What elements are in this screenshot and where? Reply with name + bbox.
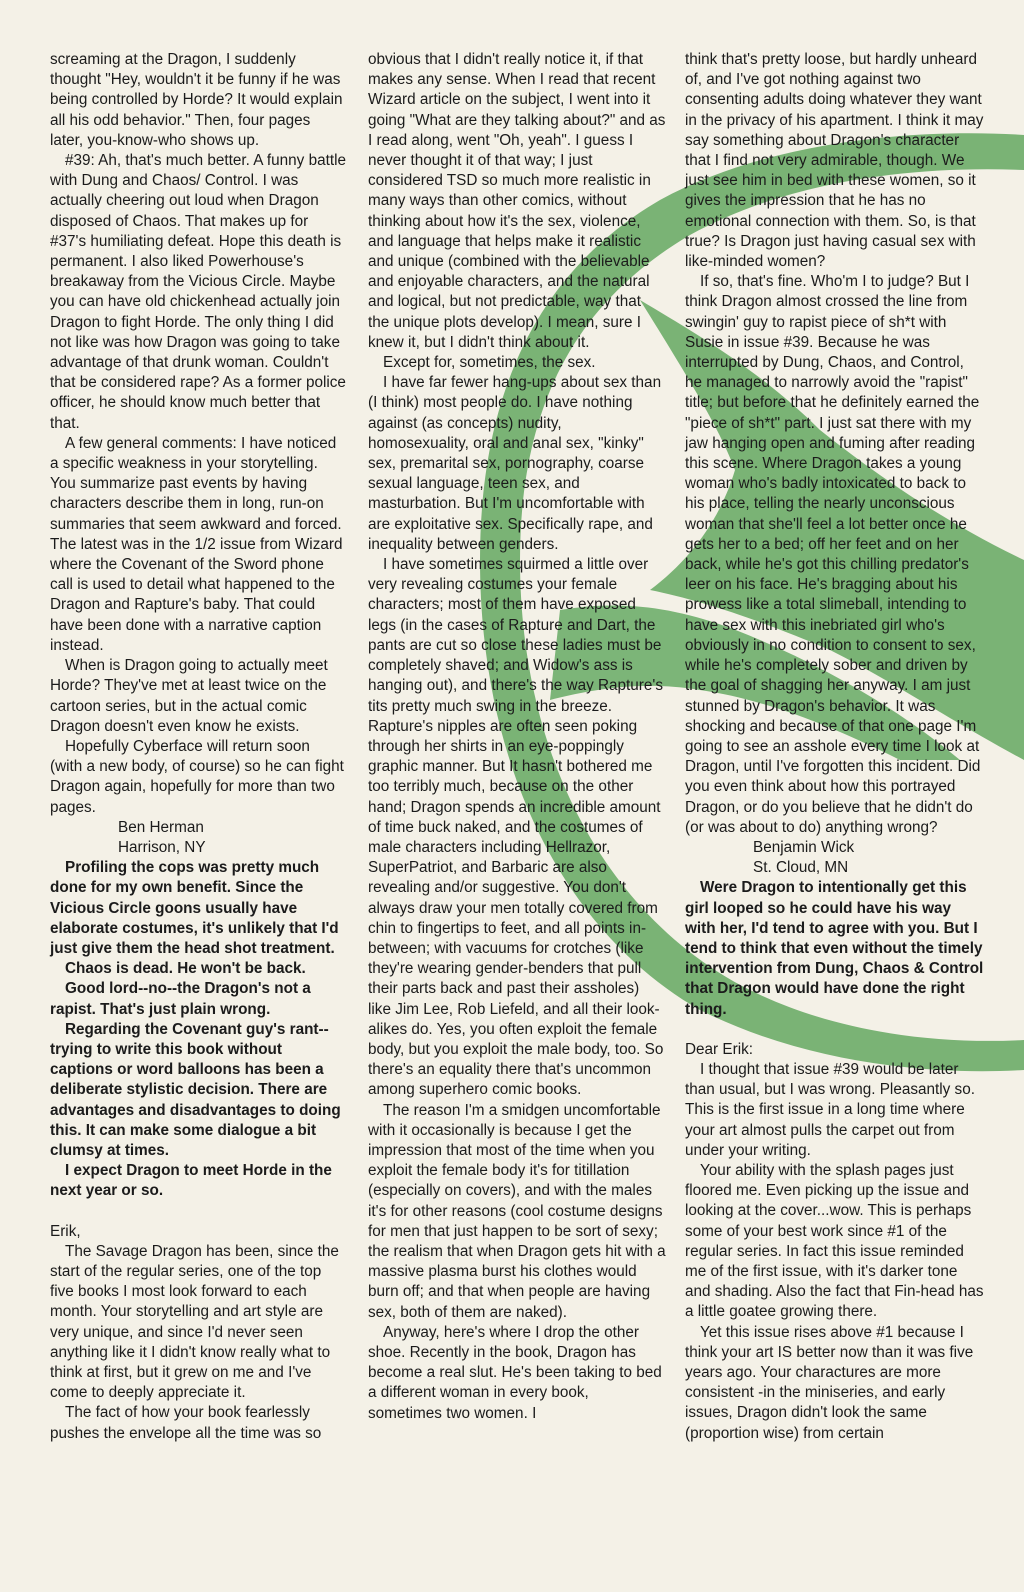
letter-paragraph: The fact of how your book fearlessly pushes the envelope all the time was so (50, 1404, 322, 1442)
signature-place: Harrison, NY (118, 838, 206, 856)
spacer (685, 1020, 985, 1040)
signature-place: St. Cloud, MN (753, 859, 849, 877)
letter-paragraph: Your ability with the splash pages just floored me. Even picking up the issue and looking at the cover...wow. This is perhaps some of your best work since #1 of the regular series. In fact this issue reminded me of the first issue, with it's darker tone and shading. Also the fact that Fin-head has a little goatee growing there. (685, 1161, 984, 1321)
letter-paragraph: I have sometimes squirmed a little over very revealing costumes your female characters; most of them have exposed legs (in the cases of Rapture and Dart, the pants are cut so close these ladies must be completely shaved; and Widow's ass is hanging out), and there's the way Rapture's tits pretty much swing in the breeze. Rapture's nipples are often seen poking through her shirts in an eye-poppingly graphic manner. But It hasn't bothered me too terribly much, because on the other hand; Dragon spends an incredible amount of time buck naked, and the costumes of male characters including Hellrazor, SuperPatriot, and Barbaric are also revealing and/or suggestive. You don't always draw your men totally covered from chin to fingertips to feet, and all points in-between; with vacuums for crotches (like they're wearing gender-benders that pull their parts back and past their assholes) like Jim Lee, Rob Liefeld, and all their look-alikes do. Yes, you often exploit the female body, but you exploit the male body, too. So there's an equality there that's uncommon among superhero comic books. (368, 556, 664, 1099)
letter-paragraph: Anyway, here's where I drop the other shoe. Recently in the book, Dragon has become a real slut. He's been taking to bed a different woman in every book, sometimes two women. I (368, 1323, 662, 1422)
editor-reply: I expect Dragon to meet Horde in the next year or so. (50, 1162, 332, 1200)
letter-paragraph: Except for, sometimes, the sex. (383, 354, 596, 372)
editor-reply: Good lord--no--the Dragon's not a rapist. That's just plain wrong. (50, 980, 311, 1018)
letter-paragraph: think that's pretty loose, but hardly unheard of, and I've got nothing against two consenting adults doing whatever they want in the privacy of his apartment. I think it may say something about Dragon's character that I find not very admirable, though. We just see him in bed with these women, so it gives the impression that he has no emotional connection with them. So, is that true? Is Dragon just having casual sex with like-minded women? (685, 51, 984, 271)
spacer (50, 1202, 346, 1222)
letter-paragraph: When is Dragon going to actually meet Horde? They've met at least twice on the cartoon series, but in the actual comic Dragon doesn't even know he exists. (50, 657, 328, 735)
letter-paragraph: The Savage Dragon has been, since the start of the regular series, one of the top five books I most look forward to each month. Your storytelling and art style are very unique, and since I'd never seen anything like it I didn't know really what to think at first, but it grew on me and I've come to deeply appreciate it. (50, 1242, 339, 1402)
letter-paragraph: Yet this issue rises above #1 because I think your art IS better now than it was five years ago. Your charactures are more consistent -in the miniseries, and early issues, Dragon didn't look the same (proportion wise) from certain (685, 1323, 974, 1442)
editor-reply: Profiling the cops was pretty much done for my own benefit. Since the Vicious Circle goons usually have elaborate costumes, it's unlikely that I'd just give them the head shot treatment. (50, 859, 339, 957)
editor-reply: Were Dragon to intentionally get this girl looped so he could have his way with her, I'd tend to agree with you. But I tend to think that even without the timely intervention from Dung, Chaos & Control that Dragon would have done the right thing. (685, 879, 984, 1018)
letter-paragraph: #39: Ah, that's much better. A funny battle with Dung and Chaos/ Control. I was actually cheering out loud when Dragon disposed of Chaos. That makes up for #37's humiliating defeat. Hope this death is permanent. I also liked Powerhouse's breakaway from the Vicious Circle. Maybe you can have old chickenhead actually join Dragon to fight Horde. The only thing I did not like was how Dragon was going to take advantage of that drunk woman. Couldn't that be considered rape? As a former police officer, he should know much better that that. (50, 152, 347, 432)
signature-name: Benjamin Wick (753, 838, 855, 856)
letter-salutation: Dear Erik: (685, 1040, 753, 1058)
letters-column-2 (368, 50, 666, 1424)
letter-paragraph: I have far fewer hang-ups about sex than (I think) most people do. I have nothing against (as concepts) nudity, homosexuality, oral and anal sex, "kinky" sex, premarital sex, pornography, coarse sexual language, teen sex, and masturbation. But I'm uncomfortable with are exploitative sex. Specifically rape, and inequality between genders. (368, 374, 662, 553)
letters-column-3 (685, 50, 985, 1444)
letter-paragraph: I thought that issue #39 would be later than usual, but I was wrong. Pleasantly so. This is the first issue in a long time where your art almost pulls the carpet out from under your writing. (685, 1060, 975, 1159)
editor-reply: Chaos is dead. He won't be back. (65, 960, 306, 978)
letter-salutation: Erik, (50, 1222, 81, 1240)
letter-paragraph: Hopefully Cyberface will return soon (with a new body, of course) so he can fight Dragon again, hopefully for more than two pages. (50, 737, 344, 816)
letter-paragraph: A few general comments: I have noticed a specific weakness in your storytelling. You summarize past events by having characters describe them in long, run-on summaries that seem awkward and forced. The latest was in the 1/2 issue from Wizard where the Covenant of the Sword phone call is used to detail what happened to the Dragon and Rapture's baby. That could have been done with a narrative caption instead. (50, 434, 343, 654)
editor-reply: Regarding the Covenant guy's rant--trying to write this book without captions or word balloons has been a deliberate stylistic decision. There are advantages and disadvantages to doing this. It can make some dialogue a bit clumsy at times. (50, 1020, 341, 1159)
letter-paragraph: If so, that's fine. Who'm I to judge? But I think Dragon almost crossed the line from swingin' guy to rapist piece of sh*t with Susie in issue #39. Because he was interrupted by Dung, Chaos, and Control, he managed to narrowly avoid the "rapist" title; but before that he definitely earned the "piece of sh*t" part. I just sat there with my jaw hanging open and fuming after reading this scene. Where Dragon takes a young woman who's badly intoxicated to back to his place, telling the nearly unconscious woman that she'll feel a lot better once he gets her to a bed; off her feet and on her back, while he's got this chilling predator's leer on his face. He's bragging about his prowess like a total slimeball, intending to have sex with this inebriated girl who's obviously in no condition to consent to sex, while he's completely sober and driven by the goal of shagging her anyway. I am just stunned by Dragon's behavior. It was shocking and because of that one page I'm going to see an asshole every time I look at Dragon, until I've forgotten this incident. Did you even think about how this portrayed Dragon, or do you believe that he didn't do (or was about to do) anything wrong? (685, 273, 981, 836)
letter-paragraph: screaming at the Dragon, I suddenly thought "Hey, wouldn't it be funny if he was being controlled by Horde? It would explain all his odd behavior." Then, four pages later, you-know-who shows up. (50, 51, 343, 149)
letter-paragraph: obvious that I didn't really notice it, if that makes any sense. When I read that recent Wizard article on the subject, I went into it going "What are they talking about?" and as I read along, went "Oh, yeah". I guess I never thought it of that way; I just considered TSD so much more realistic in many ways than other comics, without thinking about how it's the sex, violence, and language that helps make it realistic and unique (combined with the believable and enjoyable characters, and the natural and logical, but not predictable, way that the unique plots develop). I mean, sure I knew it, but I didn't think about it. (368, 51, 666, 351)
letters-column-1 (50, 50, 346, 1444)
signature-name: Ben Herman (118, 818, 204, 836)
letter-paragraph: The reason I'm a smidgen uncomfortable with it occasionally is because I get the impression that most of the time when you exploit the female body it's for titillation (especially on covers), and with the males it's for other reasons (cool costume designs for men that just happen to be sort of sexy; the realism that when Dragon gets hit with a massive plasma burst his clothes would burn off; and that when people are having sex, both of them are naked). (368, 1101, 666, 1321)
